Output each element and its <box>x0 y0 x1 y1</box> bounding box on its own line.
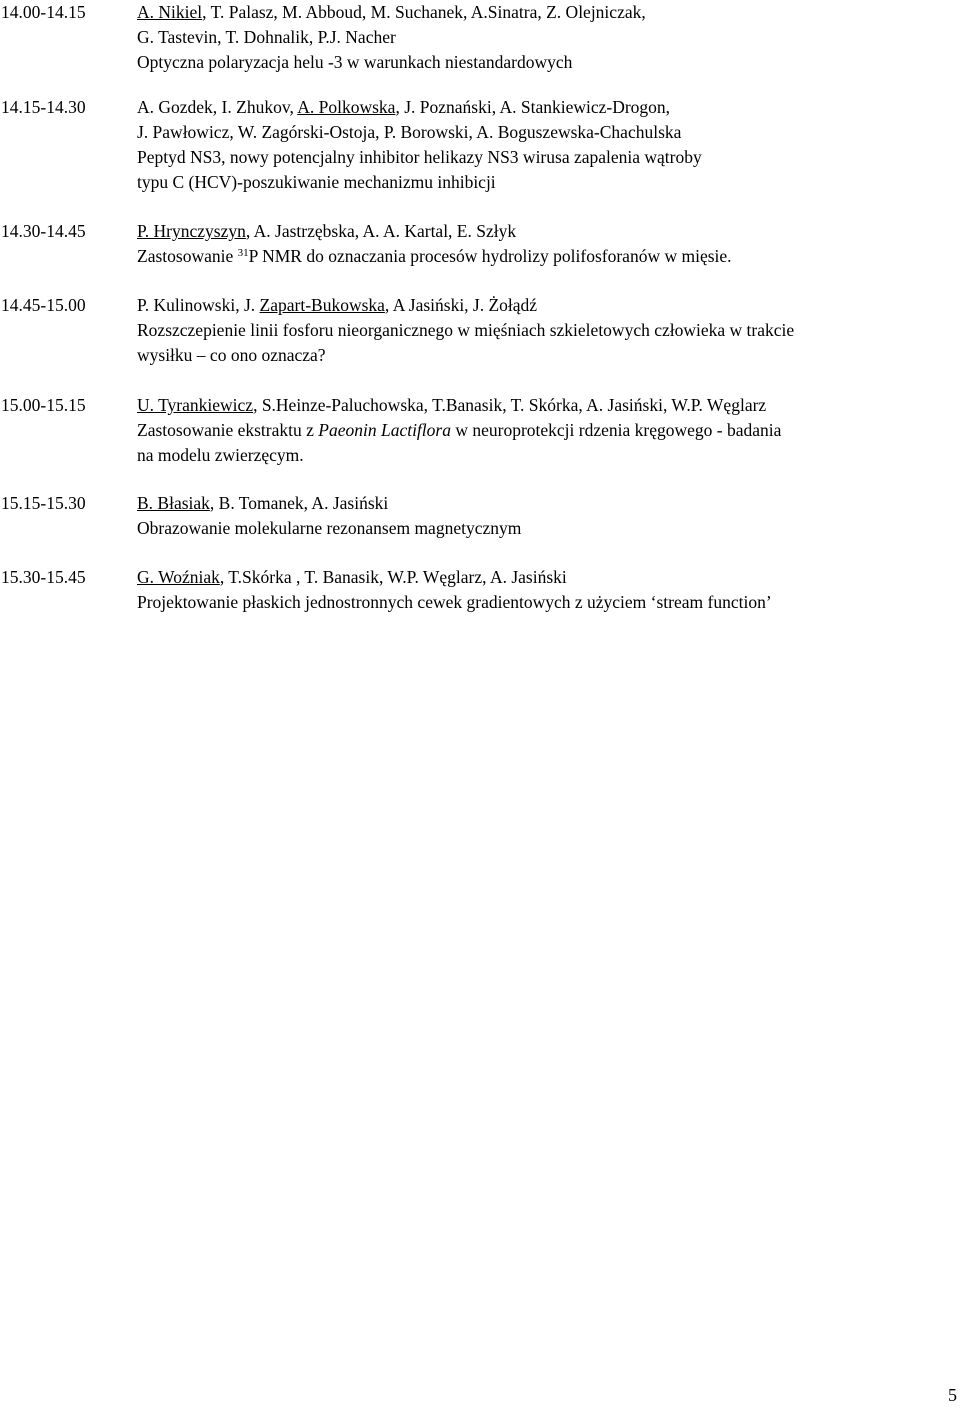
talk-title <box>137 418 952 443</box>
authors-line <box>137 565 952 590</box>
talk-title: Rozszczepienie linii fosforu nieorganicznego w mięśniach szkieletowych człowieka w trakcie <box>137 320 795 340</box>
time-slot: 15.00-15.15 <box>1 395 86 415</box>
authors-line: J. Pawłowicz, W. Zagórski-Ostoja, P. Borowski, A. Boguszewska-Chachulska <box>137 122 682 142</box>
talk-title: Obrazowanie molekularne rezonansem magnetycznym <box>137 518 522 538</box>
title-part: Zastosowanie ekstraktu z <box>137 420 319 440</box>
presenting-author: B. Błasiak <box>137 493 210 513</box>
talk-title: wysiłku – co ono oznacza? <box>137 345 326 365</box>
entry-body <box>137 491 952 541</box>
title-part: Zastosowanie <box>137 246 238 266</box>
co-authors: , A. Jastrzębska, A. A. Kartal, E. Szłyk <box>245 221 517 241</box>
authors-line <box>137 293 952 318</box>
presenting-author: U. Tyrankiewicz <box>137 395 254 415</box>
presenting-author: Zapart-Bukowska <box>259 295 385 315</box>
authors-line <box>137 0 952 25</box>
presenting-author: P. Hrynczyszyn <box>137 221 246 241</box>
authors-line <box>137 95 952 120</box>
time-slot: 14.45-15.00 <box>1 295 86 315</box>
species-name: Paeonin Lactiflora <box>318 420 451 440</box>
talk-title <box>137 244 952 269</box>
talk-title: typu C (HCV)-poszukiwanie mechanizmu inhibicji <box>137 172 496 192</box>
co-authors: , A Jasiński, J. Żołądź <box>384 295 538 315</box>
authors-line: G. Tastevin, T. Dohnalik, P.J. Nacher <box>137 27 396 47</box>
talk-title: Projektowanie płaskich jednostronnych cewek gradientowych z użyciem ‘stream function’ <box>137 592 772 612</box>
co-authors: P. Kulinowski, J. <box>137 295 260 315</box>
authors-line <box>137 219 952 244</box>
co-authors: , B. Tomanek, A. Jasiński <box>209 493 389 513</box>
page-number: 5 <box>948 1385 957 1405</box>
entry-body <box>137 293 952 368</box>
title-part: P NMR do oznaczania procesów hydrolizy polifosforanów w mięsie. <box>248 246 732 266</box>
time-slot: 15.30-15.45 <box>1 567 86 587</box>
time-slot: 14.15-14.30 <box>1 97 86 117</box>
talk-title: Optyczna polaryzacja helu -3 w warunkach niestandardowych <box>137 52 573 72</box>
talk-title: na modelu zwierzęcym. <box>137 445 304 465</box>
entry-body <box>137 219 952 269</box>
co-authors: , T. Palasz, M. Abboud, M. Suchanek, A.Sinatra, Z. Olejniczak, <box>202 2 646 22</box>
presenting-author: A. Nikiel <box>137 2 203 22</box>
time-slot: 15.15-15.30 <box>1 493 86 513</box>
co-authors: , J. Poznański, A. Stankiewicz-Drogon, <box>395 97 671 117</box>
co-authors: , T.Skórka , T. Banasik, W.P. Węglarz, A. Jasiński <box>219 567 567 587</box>
authors-line <box>137 393 952 418</box>
entry-body <box>137 0 952 75</box>
time-slot: 14.30-14.45 <box>1 221 86 241</box>
presenting-author: G. Woźniak <box>137 567 220 587</box>
time-slot: 14.00-14.15 <box>1 2 86 22</box>
entry-body <box>137 393 952 468</box>
co-authors: A. Gozdek, I. Zhukov, <box>137 97 298 117</box>
talk-title: Peptyd NS3, nowy potencjalny inhibitor helikazy NS3 wirusa zapalenia wątroby <box>137 147 702 167</box>
title-part: w neuroprotekcji rdzenia kręgowego - badania <box>450 420 782 440</box>
entry-body <box>137 95 952 195</box>
isotope-superscript: 31 <box>237 247 249 259</box>
co-authors: , S.Heinze-Paluchowska, T.Banasik, T. Skórka, A. Jasiński, W.P. Węglarz <box>253 395 767 415</box>
presenting-author: A. Polkowska <box>297 97 396 117</box>
entry-body <box>137 565 952 615</box>
authors-line <box>137 491 952 516</box>
